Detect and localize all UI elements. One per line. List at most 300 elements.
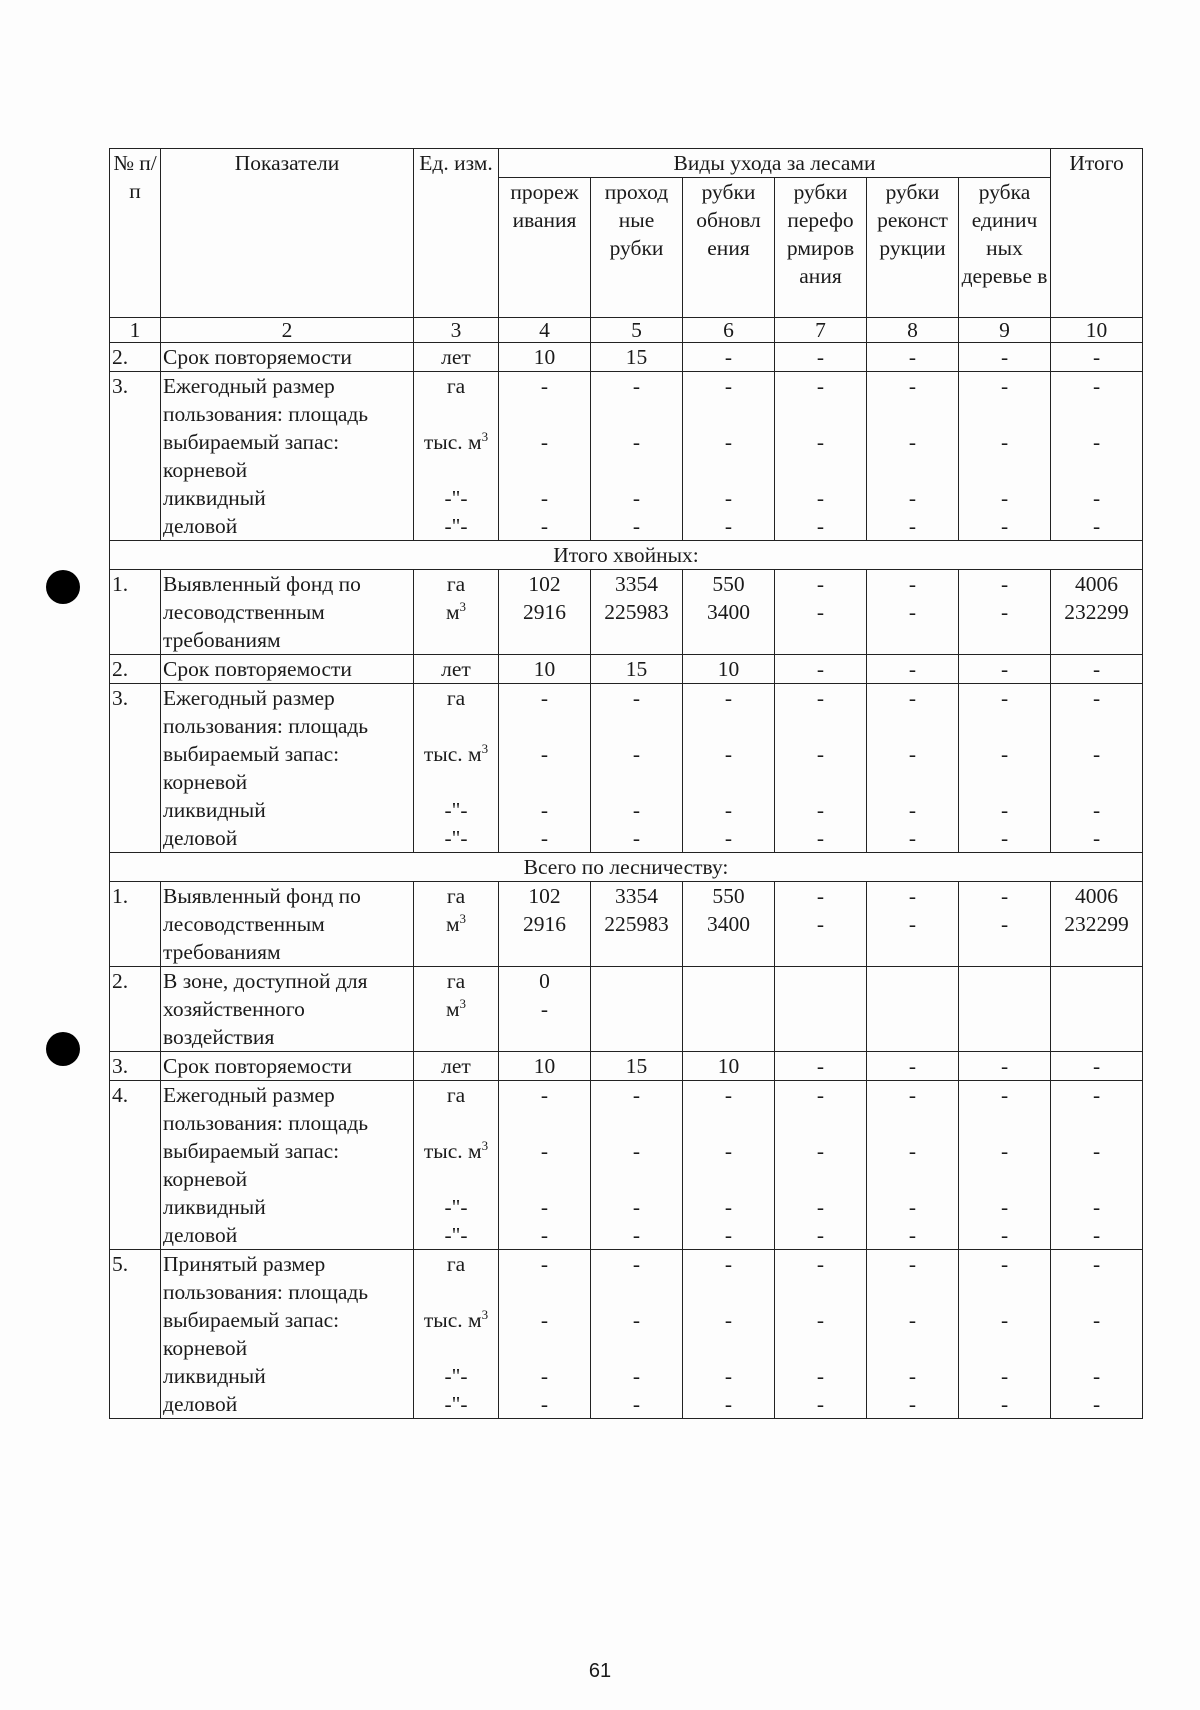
cell-line — [961, 967, 1048, 995]
unit-cell — [414, 655, 499, 684]
cell-line: 15 — [625, 1054, 648, 1078]
cell-line: - — [724, 514, 733, 538]
cell-line — [685, 400, 772, 428]
cell-line: - — [908, 1252, 917, 1276]
value-cell — [959, 967, 1051, 1052]
cell-line — [685, 712, 772, 740]
value-cell — [1051, 1052, 1143, 1081]
cell-line: - — [724, 430, 733, 454]
forest-care-table — [109, 148, 1143, 1419]
cell-line: га — [446, 572, 466, 596]
cell-line: га — [446, 884, 466, 908]
cell-line — [869, 1109, 956, 1137]
cell-line: 10 — [533, 345, 556, 369]
table-row — [110, 343, 1143, 372]
cell-line: - — [540, 1364, 549, 1388]
cell-line: - — [540, 486, 549, 510]
cell-line: - — [1000, 486, 1009, 510]
cell-line: - — [816, 345, 825, 369]
cell-line — [416, 626, 496, 654]
value-cell — [775, 343, 867, 372]
cell-line: В зоне, доступной для — [163, 969, 368, 993]
cell-line: 4006 — [1075, 884, 1119, 908]
cell-line: - — [632, 1392, 641, 1416]
cell-line — [593, 995, 680, 1023]
unit-cell — [414, 570, 499, 655]
cell-line: - — [908, 374, 917, 398]
header-type: прореж ивания — [499, 178, 591, 318]
cell-line — [685, 626, 772, 654]
cell-line — [869, 712, 956, 740]
value-cell — [775, 372, 867, 541]
cell-line: 3. — [112, 1054, 129, 1078]
cell-line: - — [816, 657, 825, 681]
cell-line — [961, 1334, 1048, 1362]
cell-line — [777, 768, 864, 796]
cell-line: - — [908, 798, 917, 822]
cell-line — [685, 938, 772, 966]
cell-line: га — [446, 969, 466, 993]
cell-line: ликвидный — [163, 1364, 266, 1388]
cell-line — [416, 768, 496, 796]
punch-hole-mark — [46, 570, 80, 604]
indicator-cell — [161, 1081, 414, 1250]
value-cell — [499, 343, 591, 372]
value-cell — [499, 1250, 591, 1419]
cell-line — [869, 456, 956, 484]
cell-line — [869, 938, 956, 966]
value-cell — [683, 882, 775, 967]
cell-line: - — [724, 374, 733, 398]
cell-line — [685, 1165, 772, 1193]
table-row — [110, 967, 1143, 1052]
cell-line — [777, 938, 864, 966]
cell-line: 102 — [528, 572, 561, 596]
cell-line — [869, 967, 956, 995]
cell-line — [416, 1334, 496, 1362]
cell-line: - — [540, 430, 549, 454]
header-type: проход ные рубки — [591, 178, 683, 318]
value-cell — [867, 1052, 959, 1081]
cell-line: тыс. $м^3$ — [423, 1137, 489, 1163]
indicator-cell — [161, 1052, 414, 1081]
cell-line — [501, 1334, 588, 1362]
row-number — [110, 655, 161, 684]
value-cell — [959, 1250, 1051, 1419]
column-number: 3 — [414, 318, 499, 343]
value-cell — [1051, 655, 1143, 684]
cell-line: лет — [441, 345, 471, 369]
table-row — [110, 1250, 1143, 1419]
cell-line: - — [632, 1083, 641, 1107]
cell-line: - — [816, 1308, 825, 1332]
cell-line: - — [540, 374, 549, 398]
cell-line — [1053, 995, 1140, 1023]
section-row — [110, 853, 1143, 882]
cell-line — [593, 938, 680, 966]
table-row — [110, 655, 1143, 684]
cell-line: выбираемый запас: — [163, 1139, 340, 1163]
cell-line: - — [724, 1083, 733, 1107]
cell-line: - — [632, 1364, 641, 1388]
value-cell — [683, 372, 775, 541]
cell-line — [961, 768, 1048, 796]
cell-line — [501, 712, 588, 740]
cell-line: - — [1092, 1223, 1101, 1247]
cell-line: Принятый размер — [163, 1252, 326, 1276]
value-cell — [775, 967, 867, 1052]
cell-line: - — [724, 1139, 733, 1163]
cell-line — [961, 1023, 1048, 1051]
value-cell — [775, 1081, 867, 1250]
cell-line — [777, 1109, 864, 1137]
cell-line: - — [1000, 912, 1009, 936]
value-cell — [499, 372, 591, 541]
cell-line: - — [632, 686, 641, 710]
row-number — [110, 1081, 161, 1250]
section-title: Всего по лесничеству: — [110, 853, 1143, 882]
cell-line: 15 — [625, 657, 648, 681]
cell-line: 2916 — [523, 912, 566, 936]
cell-line: Выявленный фонд по — [163, 572, 361, 596]
cell-line: - — [908, 1392, 917, 1416]
indicator-cell — [161, 684, 414, 853]
cell-line — [685, 1278, 772, 1306]
cell-line: - — [1092, 798, 1101, 822]
cell-line: 5. — [112, 1252, 129, 1276]
value-cell — [591, 570, 683, 655]
cell-line: га — [446, 1083, 466, 1107]
cell-line: - — [816, 884, 825, 908]
cell-line: - — [1092, 686, 1101, 710]
table-row — [110, 1052, 1143, 1081]
value-cell — [867, 1250, 959, 1419]
cell-line: выбираемый запас: — [163, 1308, 340, 1332]
cell-line: - — [816, 1195, 825, 1219]
value-cell — [591, 684, 683, 853]
cell-line: - — [1092, 1364, 1101, 1388]
indicator-cell — [161, 343, 414, 372]
cell-line: $м^3$ — [445, 598, 467, 624]
cell-line: 225983 — [604, 600, 669, 624]
value-cell — [1051, 967, 1143, 1052]
column-number: 1 — [110, 318, 161, 343]
cell-line: - — [816, 798, 825, 822]
column-number: 7 — [775, 318, 867, 343]
cell-line: - — [816, 686, 825, 710]
cell-line — [777, 1023, 864, 1051]
value-cell — [591, 882, 683, 967]
table-header — [110, 149, 1143, 343]
cell-line — [1053, 967, 1140, 995]
cell-line: Ежегодный размер — [163, 686, 335, 710]
cell-line: корневой — [163, 1167, 248, 1191]
cell-line: - — [724, 1364, 733, 1388]
cell-line: - — [908, 572, 917, 596]
cell-line — [501, 768, 588, 796]
value-cell — [591, 343, 683, 372]
cell-line: - — [908, 912, 917, 936]
cell-line — [501, 1023, 588, 1051]
cell-line — [1053, 938, 1140, 966]
cell-line: - — [632, 430, 641, 454]
cell-line — [593, 456, 680, 484]
cell-line: - — [632, 826, 641, 850]
cell-line: - — [632, 1252, 641, 1276]
cell-line — [777, 626, 864, 654]
cell-line: - — [908, 884, 917, 908]
cell-line — [777, 400, 864, 428]
cell-line: лесоводственным — [163, 600, 325, 624]
cell-line: - — [724, 1252, 733, 1276]
cell-line: - — [724, 486, 733, 510]
cell-line: Срок повторяемости — [163, 345, 352, 369]
cell-line — [593, 1278, 680, 1306]
table-row — [110, 1081, 1143, 1250]
value-cell — [1051, 343, 1143, 372]
indicator-cell — [161, 655, 414, 684]
cell-line — [501, 1278, 588, 1306]
cell-line — [416, 400, 496, 428]
cell-line — [416, 456, 496, 484]
value-cell — [775, 570, 867, 655]
cell-line: ликвидный — [163, 798, 266, 822]
value-cell — [499, 655, 591, 684]
cell-line: 0 — [539, 969, 550, 993]
value-cell — [867, 1081, 959, 1250]
cell-line — [1053, 1334, 1140, 1362]
value-cell — [499, 1081, 591, 1250]
cell-line: - — [1000, 514, 1009, 538]
cell-line: - — [540, 686, 549, 710]
column-number: 4 — [499, 318, 591, 343]
cell-line — [593, 400, 680, 428]
value-cell — [867, 570, 959, 655]
cell-line: - — [1092, 1195, 1101, 1219]
unit-cell — [414, 1052, 499, 1081]
cell-line: выбираемый запас: — [163, 742, 340, 766]
cell-line: - — [1000, 430, 1009, 454]
cell-line: - — [908, 1364, 917, 1388]
cell-line: -"- — [444, 1392, 468, 1416]
cell-line — [685, 1334, 772, 1362]
cell-line — [685, 995, 772, 1023]
value-cell — [499, 684, 591, 853]
cell-line — [685, 1109, 772, 1137]
cell-line — [501, 456, 588, 484]
cell-line: - — [816, 486, 825, 510]
cell-line: - — [1092, 374, 1101, 398]
unit-cell — [414, 372, 499, 541]
cell-line: - — [908, 1054, 917, 1078]
cell-line: - — [908, 1139, 917, 1163]
cell-line: - — [1000, 1308, 1009, 1332]
cell-line — [1053, 1109, 1140, 1137]
cell-line: требованиям — [163, 628, 281, 652]
cell-line: -"- — [444, 1223, 468, 1247]
cell-line: 3354 — [615, 572, 658, 596]
value-cell — [867, 684, 959, 853]
cell-line: лет — [441, 657, 471, 681]
cell-line: - — [632, 374, 641, 398]
cell-line — [685, 967, 772, 995]
cell-line: - — [540, 1392, 549, 1416]
cell-line: - — [816, 912, 825, 936]
cell-line: - — [632, 742, 641, 766]
value-cell — [867, 372, 959, 541]
cell-line: - — [908, 1308, 917, 1332]
cell-line: $м^3$ — [445, 910, 467, 936]
indicator-cell — [161, 1250, 414, 1419]
cell-line: Срок повторяемости — [163, 1054, 352, 1078]
cell-line — [416, 1023, 496, 1051]
cell-line: - — [1092, 430, 1101, 454]
cell-line — [777, 967, 864, 995]
cell-line — [961, 456, 1048, 484]
cell-line: - — [724, 1308, 733, 1332]
cell-line — [501, 1165, 588, 1193]
cell-line: - — [1000, 600, 1009, 624]
row-number — [110, 684, 161, 853]
cell-line: 10 — [717, 1054, 740, 1078]
cell-line: - — [632, 798, 641, 822]
cell-line — [961, 626, 1048, 654]
table-body — [110, 343, 1143, 1419]
cell-line: - — [540, 826, 549, 850]
row-number — [110, 1250, 161, 1419]
value-cell — [683, 343, 775, 372]
cell-line — [869, 1165, 956, 1193]
value-cell — [959, 372, 1051, 541]
cell-line — [869, 1023, 956, 1051]
value-cell — [1051, 1250, 1143, 1419]
row-number — [110, 570, 161, 655]
cell-line: - — [724, 1195, 733, 1219]
cell-line: - — [1000, 1364, 1009, 1388]
cell-line: - — [1092, 514, 1101, 538]
cell-line: корневой — [163, 770, 248, 794]
cell-line: - — [1000, 1139, 1009, 1163]
cell-line: воздействия — [163, 1025, 275, 1049]
column-number: 2 — [161, 318, 414, 343]
cell-line — [501, 938, 588, 966]
value-cell — [867, 967, 959, 1052]
cell-line: - — [1000, 1054, 1009, 1078]
cell-line: - — [724, 1392, 733, 1416]
cell-line: - — [1000, 686, 1009, 710]
cell-line: - — [724, 742, 733, 766]
cell-line — [416, 1278, 496, 1306]
cell-line: 15 — [625, 345, 648, 369]
cell-line: - — [1000, 1083, 1009, 1107]
cell-line: - — [908, 600, 917, 624]
cell-line: хозяйственного — [163, 997, 305, 1021]
cell-line: - — [816, 1054, 825, 1078]
cell-line: - — [908, 486, 917, 510]
header-total: Итого — [1051, 149, 1143, 318]
cell-line: 3354 — [615, 884, 658, 908]
cell-line: - — [1000, 374, 1009, 398]
unit-cell — [414, 684, 499, 853]
cell-line: корневой — [163, 1336, 248, 1360]
cell-line: - — [1092, 1308, 1101, 1332]
cell-line — [1053, 712, 1140, 740]
cell-line: - — [1000, 826, 1009, 850]
cell-line: 2. — [112, 657, 129, 681]
cell-line — [416, 1109, 496, 1137]
cell-line: - — [1092, 345, 1101, 369]
cell-line: 4006 — [1075, 572, 1119, 596]
cell-line: 2. — [112, 345, 129, 369]
cell-line: пользования: площадь — [163, 1111, 369, 1135]
cell-line: - — [1000, 742, 1009, 766]
value-cell — [499, 882, 591, 967]
cell-line: - — [908, 686, 917, 710]
value-cell — [499, 1052, 591, 1081]
cell-line: 10 — [533, 657, 556, 681]
cell-line: - — [632, 514, 641, 538]
cell-line — [961, 1109, 1048, 1137]
cell-line: -"- — [444, 514, 468, 538]
cell-line: 1. — [112, 572, 129, 596]
cell-line: - — [540, 997, 549, 1021]
value-cell — [591, 1250, 683, 1419]
cell-line — [1053, 400, 1140, 428]
cell-line: 4. — [112, 1083, 129, 1107]
cell-line: деловой — [163, 1392, 238, 1416]
value-cell — [959, 882, 1051, 967]
value-cell — [683, 967, 775, 1052]
cell-line: -"- — [444, 826, 468, 850]
cell-line: тыс. $м^3$ — [423, 428, 489, 454]
value-cell — [959, 570, 1051, 655]
cell-line: выбираемый запас: — [163, 430, 340, 454]
value-cell — [683, 1081, 775, 1250]
section-row — [110, 541, 1143, 570]
cell-line — [961, 938, 1048, 966]
table-row — [110, 570, 1143, 655]
cell-line — [685, 1023, 772, 1051]
cell-line: - — [908, 657, 917, 681]
cell-line — [593, 1334, 680, 1362]
cell-line: - — [1000, 572, 1009, 596]
value-cell — [775, 1250, 867, 1419]
cell-line: - — [816, 1223, 825, 1247]
column-number: 5 — [591, 318, 683, 343]
cell-line: -"- — [444, 486, 468, 510]
section-title: Итого хвойных: — [110, 541, 1143, 570]
value-cell — [683, 684, 775, 853]
cell-line: - — [1000, 798, 1009, 822]
cell-line: - — [908, 1083, 917, 1107]
cell-line: ликвидный — [163, 1195, 266, 1219]
column-number: 9 — [959, 318, 1051, 343]
unit-cell — [414, 1250, 499, 1419]
cell-line — [777, 1334, 864, 1362]
cell-line — [961, 1278, 1048, 1306]
value-cell — [959, 1052, 1051, 1081]
cell-line — [593, 768, 680, 796]
cell-line: - — [1092, 826, 1101, 850]
header-group: Виды ухода за лесами — [499, 149, 1051, 178]
cell-line: - — [540, 742, 549, 766]
column-number: 10 — [1051, 318, 1143, 343]
value-cell — [867, 343, 959, 372]
header-num: № п/п — [110, 149, 161, 318]
cell-line: - — [908, 430, 917, 454]
cell-line: - — [1000, 1195, 1009, 1219]
table-row — [110, 372, 1143, 541]
